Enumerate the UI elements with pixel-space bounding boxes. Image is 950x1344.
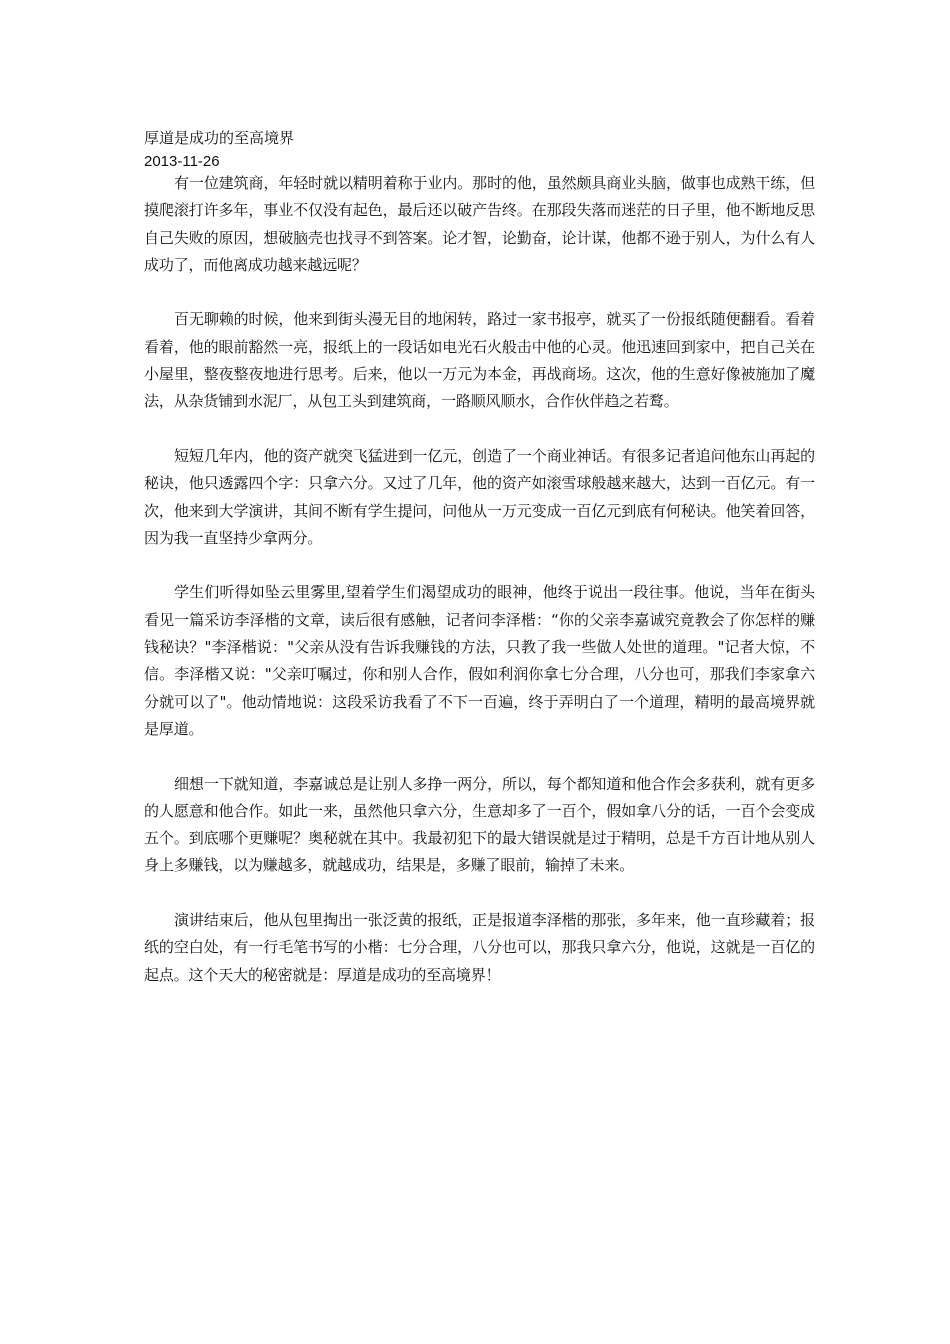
paragraph-3: 短短几年内，他的资产就突飞猛进到一亿元，创造了一个商业神话。有很多记者追问他东山再起的秘诀，他只透露四个字：只拿六分。又过了几年，他的资产如滚雪球般越来越大，达到一百亿元。有一次，他来到大学演讲，其间不断有学生提问，问他从一万元变成一百亿元到底有何秘诀。他笑着回答，因为我一直坚持少拿两分。	[144, 446, 815, 547]
paragraph-5: 细想一下就知道，李嘉诚总是让别人多挣一两分，所以，每个都知道和他合作会多获利，就有更多的人愿意和他合作。如此一来，虽然他只拿六分，生意却多了一百个，假如拿八分的话，一百个会变成五个。到底哪个更赚呢？奥秘就在其中。我最初犯下的最大错误就是过于精明，总是千方百计地从别人身上多赚钱，以为赚越多，就越成功，结果是，多赚了眼前，输掉了未来。	[144, 774, 815, 875]
paragraph-2: 百无聊赖的时候，他来到街头漫无目的地闲转，路过一家书报亭，就买了一份报纸随便翻看。看着看着，他的眼前豁然一亮，报纸上的一段话如电光石火般击中他的心灵。他迅速回到家中，把自己关在小屋里，整夜整夜地进行思考。后来，他以一万元为本金，再战商场。这次，他的生意好像被施加了魔法，从杂货铺到水泥厂，从包工头到建筑商，一路顺风顺水，合作伙伴趋之若鹜。	[144, 310, 815, 411]
article-body	[144, 170, 815, 1016]
document-title: 厚道是成功的至高境界	[144, 129, 295, 147]
paragraph-6: 演讲结束后，他从包里掏出一张泛黄的报纸，正是报道李泽楷的那张，多年来，他一直珍藏着；报纸的空白处，有一行毛笔书写的小楷：七分合理，八分也可以，那我只拿六分，他说，这就是一百亿的起点。这个天大的秘密就是：厚道是成功的至高境界！	[144, 911, 815, 984]
document-date: 2013-11-26	[144, 153, 220, 170]
paragraph-1: 有一位建筑商，年轻时就以精明着称于业内。那时的他，虽然颇具商业头脑，做事也成熟干练，但摸爬滚打许多年，事业不仅没有起色，最后还以破产告终。在那段失落而迷茫的日子里，他不断地反思自己失败的原因，想破脑壳也找寻不到答案。论才智，论勤奋，论计谋，他都不逊于别人，为什么有人成功了，而他离成功越来越远呢？	[144, 174, 815, 274]
paragraph-4: 学生们听得如坠云里雾里,望着学生们渴望成功的眼神，他终于说出一段往事。他说，当年在街头看见一篇采访李泽楷的文章，读后很有感触，记者问李泽楷：“你的父亲李嘉诚究竟教会了你怎样的赚钱秘诀？"李泽楷说："父亲从没有告诉我赚钱的方法，只教了我一些做人处世的道理。"记者大惊，不信。李泽楷又说："父亲叮嘱过，你和别人合作，假如利润你拿七分合理，八分也可，那我们李家拿六分就可以了"。他动情地说：这段采访我看了不下一百遍，终于弄明白了一个道理，精明的最高境界就是厚道。	[144, 583, 815, 738]
